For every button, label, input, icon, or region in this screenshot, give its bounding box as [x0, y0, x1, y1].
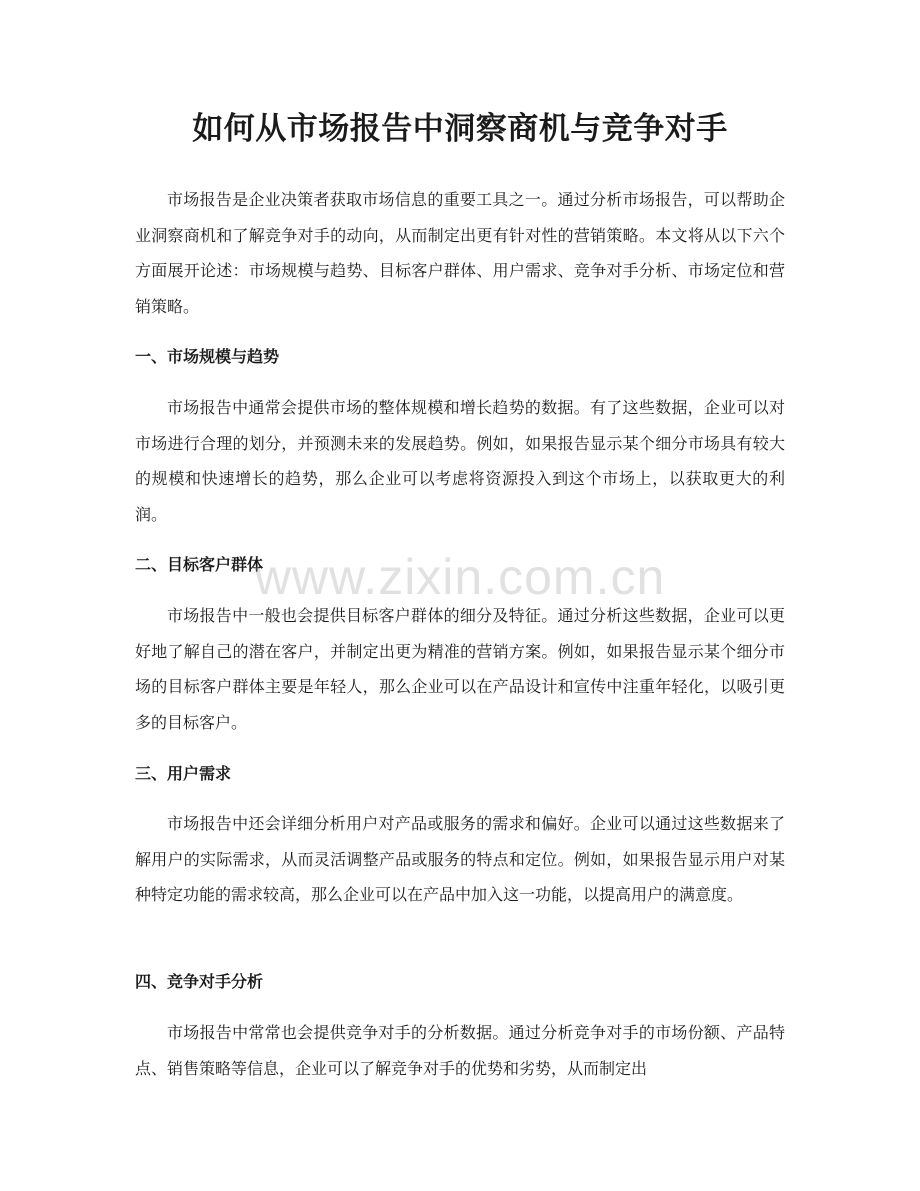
section-heading-competitor-analysis: 四、竞争对手分析 — [135, 972, 264, 991]
intro-paragraph: 市场报告是企业决策者获取市场信息的重要工具之一。通过分析市场报告，可以帮助企业洞察商机和了解竞争对手的动向，从而制定出更有针对性的营销策略。本文将从以下六个方面展开论述：市场规模与趋势、目标客户群体、用户需求、竞争对手分析、市场定位和营销策略。 — [135, 190, 785, 316]
section-heading-market-size: 一、市场规模与趋势 — [135, 347, 280, 366]
section-body-competitor-analysis: 市场报告中常常也会提供竞争对手的分析数据。通过分析竞争对手的市场份额、产品特点、销售策略等信息，企业可以了解竞争对手的优势和劣势，从而制定出 — [135, 1023, 785, 1078]
section-heading-user-needs: 三、用户需求 — [135, 764, 232, 783]
section-body-target-customers: 市场报告中一般也会提供目标客户群体的细分及特征。通过分析这些数据，企业可以更好地了解自己的潜在客户，并制定出更为精准的营销方案。例如，如果报告显示某个细分市场的目标客户群体主要是年轻人，那么企业可以在产品设计和宣传中注重年轻化，以吸引更多的目标客户。 — [135, 606, 785, 732]
document-title: 如何从市场报告中洞察商机与竞争对手 — [192, 111, 728, 147]
section-body-market-size: 市场报告中通常会提供市场的整体规模和增长趋势的数据。有了这些数据，企业可以对市场进行合理的划分，并预测未来的发展趋势。例如，如果报告显示某个细分市场具有较大的规模和快速增长的趋势，那么企业可以考虑将资源投入到这个市场上，以获取更大的利润。 — [135, 398, 785, 524]
watermark: www.zixin.com.cn — [254, 549, 666, 605]
section-heading-target-customers: 二、目标客户群体 — [135, 555, 264, 574]
section-body-user-needs: 市场报告中还会详细分析用户对产品或服务的需求和偏好。企业可以通过这些数据来了解用户的实际需求，从而灵活调整产品或服务的特点和定位。例如，如果报告显示用户对某种特定功能的需求较高，那么企业可以在产品中加入这一功能，以提高用户的满意度。 — [135, 814, 785, 904]
